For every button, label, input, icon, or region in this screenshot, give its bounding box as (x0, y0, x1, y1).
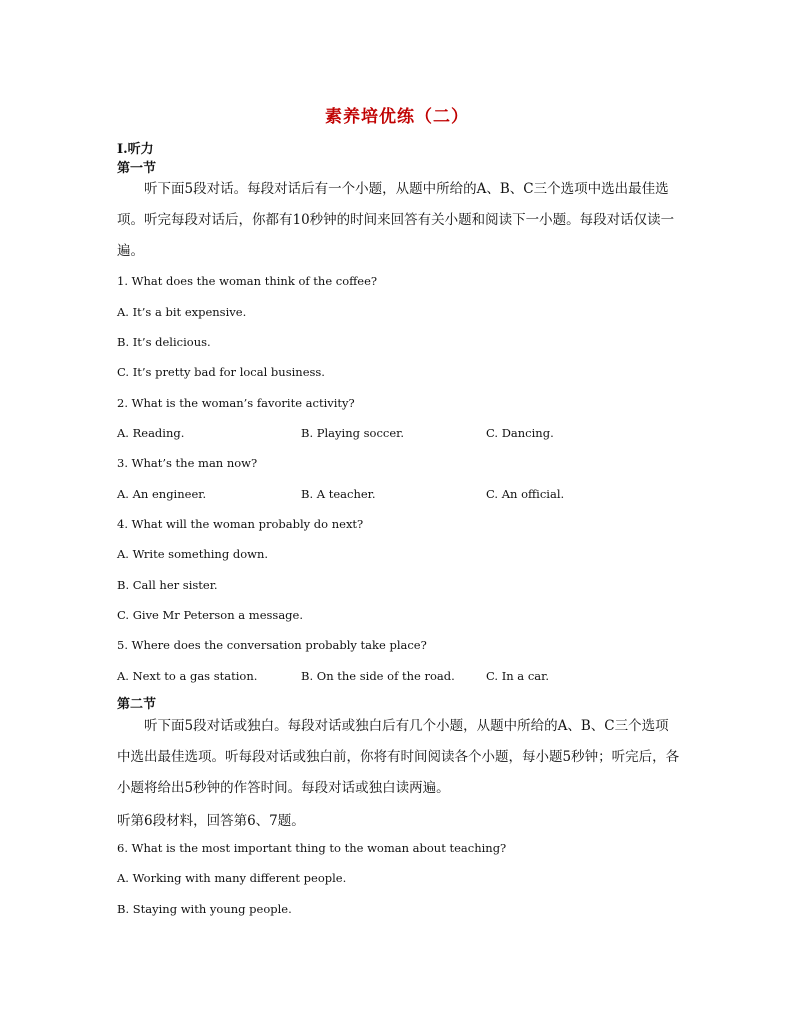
q3-option-c: C. An official. (486, 487, 565, 501)
q2-option-b: B. Playing soccer. (301, 426, 405, 440)
q3-option-a: A. An engineer. (117, 487, 207, 501)
q1-stem: 1. What does the woman think of the coffee? (117, 274, 378, 288)
q3-options (117, 487, 564, 501)
section2-heading: 第二节 (117, 697, 157, 712)
q5-stem: 5. Where does the conversation probably take place? (117, 638, 427, 652)
q3-option-b: B. A teacher. (301, 487, 376, 501)
q3-stem: 3. What’s the man now? (117, 456, 258, 470)
page-title: 素养培优练（二） (325, 107, 469, 127)
q1-option-a: A. It’s a bit expensive. (117, 305, 247, 319)
q6-stem: 6. What is the most important thing to the woman about teaching? (117, 841, 507, 855)
section1-heading: 第一节 (117, 161, 157, 176)
q6-option-b: B. Staying with young people. (117, 902, 292, 916)
part-heading: Ⅰ.听力 (117, 142, 154, 157)
q4-option-c: C. Give Mr Peterson a message. (117, 608, 303, 622)
q5-option-c: C. In a car. (486, 669, 550, 683)
q5-option-a: A. Next to a gas station. (117, 669, 258, 683)
material-6-note: 听第6段材料，回答第6、7题。 (117, 813, 305, 829)
section2-instructions: 听下面5段对话或独白。每段对话或独白后有几个小题，从题中所给的A、B、C三个选项中选出最佳选项。听每段对话或独白前，你将有时间阅读各个小题，每小题5秒钟；听完后，各小题将给出5秒钟的作答时间。每段对话或独白读两遍。 (117, 718, 680, 796)
q1-option-b: B. It’s delicious. (117, 335, 211, 349)
q4-option-a: A. Write something down. (117, 547, 269, 561)
q1-option-c: C. It’s pretty bad for local business. (117, 365, 325, 379)
q5-option-b: B. On the side of the road. (301, 669, 455, 683)
q6-option-a: A. Working with many different people. (117, 871, 347, 885)
section1-instructions: 听下面5段对话。每段对话后有一个小题，从题中所给的A、B、C三个选项中选出最佳选项。听完每段对话后，你都有10秒钟的时间来回答有关小题和阅读下一小题。每段对话仅读一遍。 (117, 181, 675, 259)
q2-options (117, 426, 554, 440)
q5-options (117, 669, 549, 683)
q4-option-b: B. Call her sister. (117, 578, 218, 592)
q2-stem: 2. What is the woman’s favorite activity? (117, 396, 355, 410)
q2-option-a: A. Reading. (117, 426, 185, 440)
q4-stem: 4. What will the woman probably do next? (117, 517, 364, 531)
q2-option-c: C. Dancing. (486, 426, 554, 440)
